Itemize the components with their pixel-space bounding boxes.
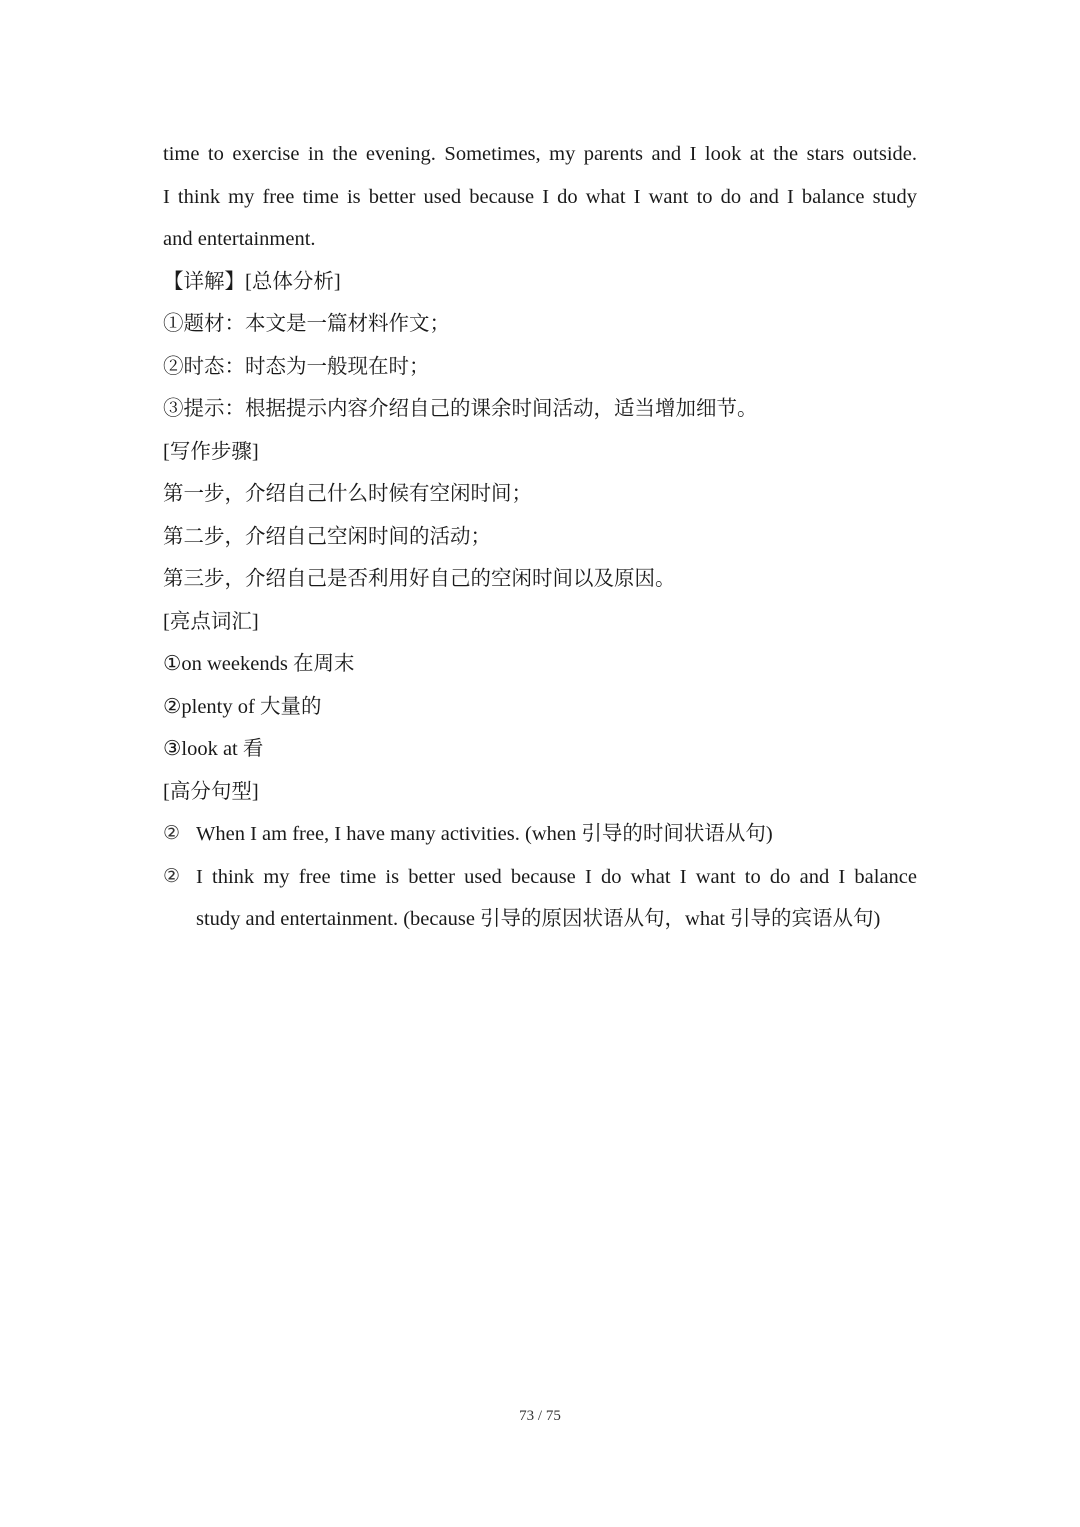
analysis-point: ②时态：时态为一般现在时； (163, 355, 430, 378)
page-number: 73 / 75 (519, 1408, 561, 1424)
vocab-item: ③look at 看 (163, 738, 264, 760)
sentence-item (163, 813, 923, 856)
sentence-marker: ② (163, 823, 181, 844)
paragraph-line: and entertainment. (163, 228, 316, 250)
paragraph-line: I think my free time is better used because I do what I want to do and I balance study (163, 185, 917, 208)
step-item: 第三步，介绍自己是否利用好自己的空闲时间以及原因。 (163, 568, 676, 590)
sentence-marker: ② (163, 865, 181, 887)
sentence-line: I think my free time is better used because I do what I want to do and I balance (196, 865, 917, 888)
document-body (163, 133, 923, 941)
section-heading-analysis: 【详解】[总体分析] (163, 270, 341, 293)
sentence-line: When I am free, I have many activities. (when 引导的时间状语从句) (196, 823, 773, 845)
section-heading-steps: [写作步骤] (163, 440, 259, 463)
vocab-item: ①on weekends 在周末 (163, 653, 355, 675)
step-item: 第一步，介绍自己什么时候有空闲时间； (163, 483, 532, 505)
vocab-item: ②plenty of 大量的 (163, 695, 322, 718)
section-heading-vocab: [亮点词汇] (163, 610, 259, 633)
step-item: 第二步，介绍自己空闲时间的活动； (163, 525, 491, 548)
sentence-line: study and entertainment. (because 引导的原因状语从句，what 引导的宾语从句) (196, 908, 881, 930)
analysis-point: ①题材：本文是一篇材料作文； (163, 313, 450, 335)
paragraph-line: time to exercise in the evening. Sometimes, my parents and I look at the stars outside. (163, 143, 917, 165)
section-heading-sentences: [高分句型] (163, 780, 259, 803)
sentence-item (163, 856, 923, 941)
analysis-point: ③提示：根据提示内容介绍自己的课余时间活动，适当增加细节。 (163, 398, 758, 420)
